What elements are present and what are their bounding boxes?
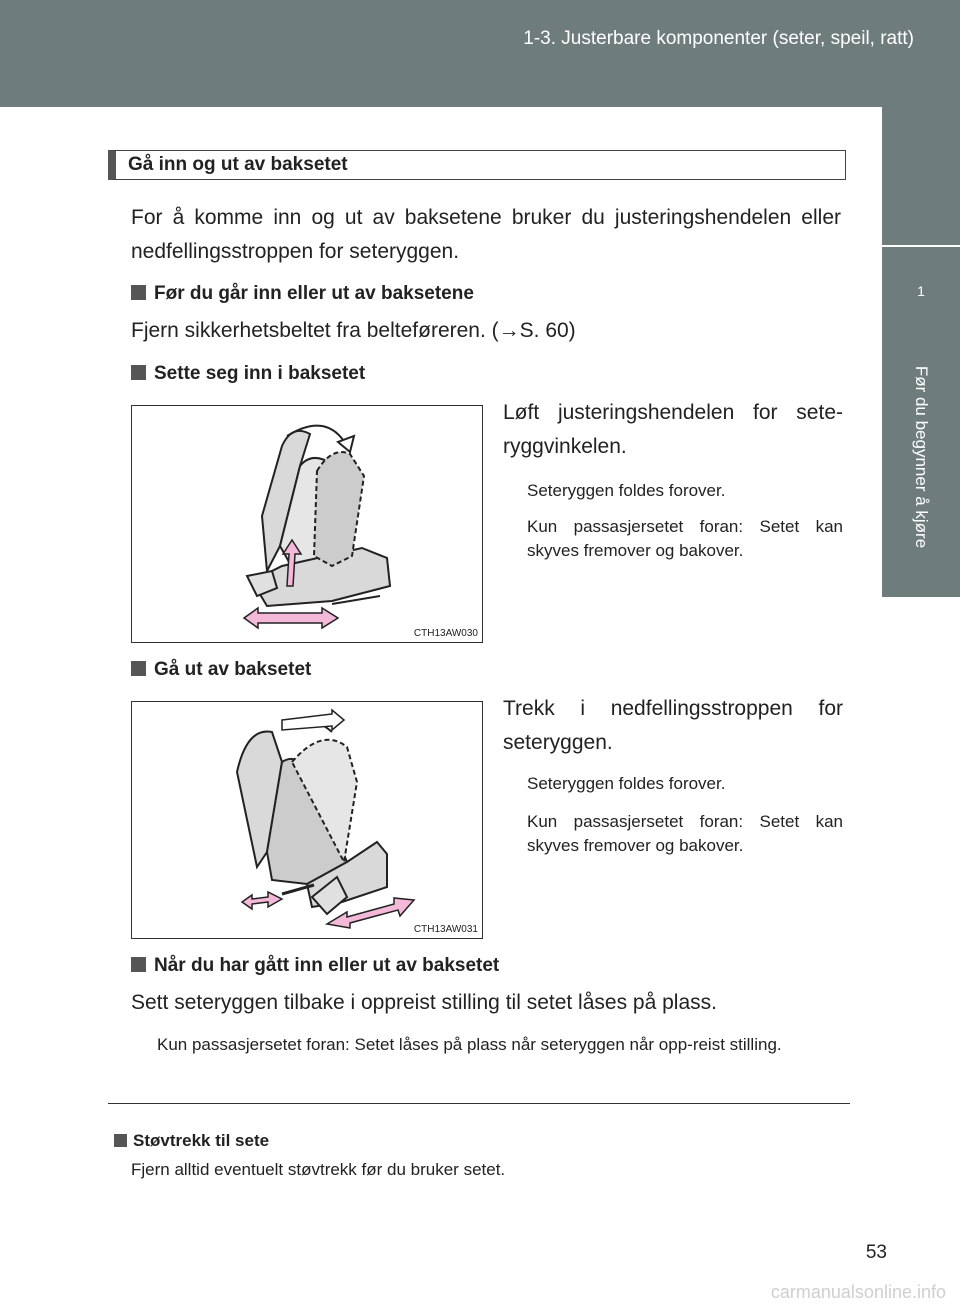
exit-instruction: Trekk i nedfellingsstroppen for seteryggen. bbox=[503, 697, 843, 754]
subheading-enter-text: Sette seg inn i baksetet bbox=[154, 363, 366, 384]
subheading-after bbox=[131, 955, 499, 977]
section-divider bbox=[108, 1103, 850, 1104]
exit-note-1: Seteryggen foldes forover. bbox=[527, 774, 726, 793]
square-bullet-icon bbox=[114, 1134, 127, 1147]
exit-note-2: Kun passasjersetet foran: Setet kan skyves fremover og bakover. bbox=[527, 812, 843, 855]
square-bullet-icon bbox=[131, 365, 146, 380]
figure-exit-seat bbox=[131, 701, 483, 939]
chapter-side-tab bbox=[882, 107, 960, 597]
chapter-number: 1 bbox=[917, 283, 925, 299]
section-heading-box bbox=[108, 150, 846, 180]
header-bar bbox=[0, 0, 960, 107]
subheading-cover-text: Støvtrekk til sete bbox=[133, 1131, 270, 1150]
seat-strap-illustration bbox=[132, 702, 482, 938]
page-number: 53 bbox=[865, 1242, 887, 1263]
subheading-before-text: Før du går inn eller ut av baksetene bbox=[154, 283, 474, 304]
subheading-after-text: Når du har gått inn eller ut av baksetet bbox=[154, 955, 500, 976]
subheading-cover bbox=[114, 1131, 269, 1151]
subheading-before bbox=[131, 283, 474, 305]
intro-paragraph: For å komme inn og ut av baksetene bruker du justeringshendelen eller nedfellingsstroppen for seteryggen. bbox=[131, 206, 841, 263]
side-tab-top bbox=[882, 107, 960, 247]
enter-instruction: Løft justeringshendelen for sete-ryggvinkelen. bbox=[503, 401, 843, 458]
seat-lever-illustration bbox=[132, 406, 482, 642]
subheading-enter bbox=[131, 363, 365, 385]
chapter-side-title: Før du begynner å kjøre bbox=[912, 365, 931, 549]
before-text: Fjern sikkerhetsbeltet fra belteføreren. (→S. 60) bbox=[131, 319, 576, 342]
enter-note-1: Seteryggen foldes forover. bbox=[527, 481, 726, 500]
cover-text: Fjern alltid eventuelt støvtrekk før du bruker setet. bbox=[131, 1160, 506, 1179]
subheading-exit-text: Gå ut av baksetet bbox=[154, 659, 312, 680]
subheading-exit bbox=[131, 659, 311, 681]
after-note: Kun passasjersetet foran: Setet låses på plass når seteryggen når opp-reist stilling. bbox=[157, 1035, 782, 1054]
square-bullet-icon bbox=[131, 957, 146, 972]
figure-code: CTH13AW030 bbox=[413, 628, 478, 639]
enter-note-2: Kun passasjersetet foran: Setet kan skyves fremover og bakover. bbox=[527, 517, 843, 560]
watermark: carmanualsonline.info bbox=[770, 1282, 946, 1302]
chapter-title: 1-3. Justerbare komponenter (seter, speil, ratt) bbox=[523, 28, 914, 49]
section-heading: Gå inn og ut av baksetet bbox=[128, 154, 348, 175]
square-bullet-icon bbox=[131, 285, 146, 300]
figure-code: CTH13AW031 bbox=[413, 924, 478, 935]
figure-enter-seat bbox=[131, 405, 483, 643]
square-bullet-icon bbox=[131, 661, 146, 676]
after-text: Sett seteryggen tilbake i oppreist stilling til setet låses på plass. bbox=[131, 991, 717, 1014]
